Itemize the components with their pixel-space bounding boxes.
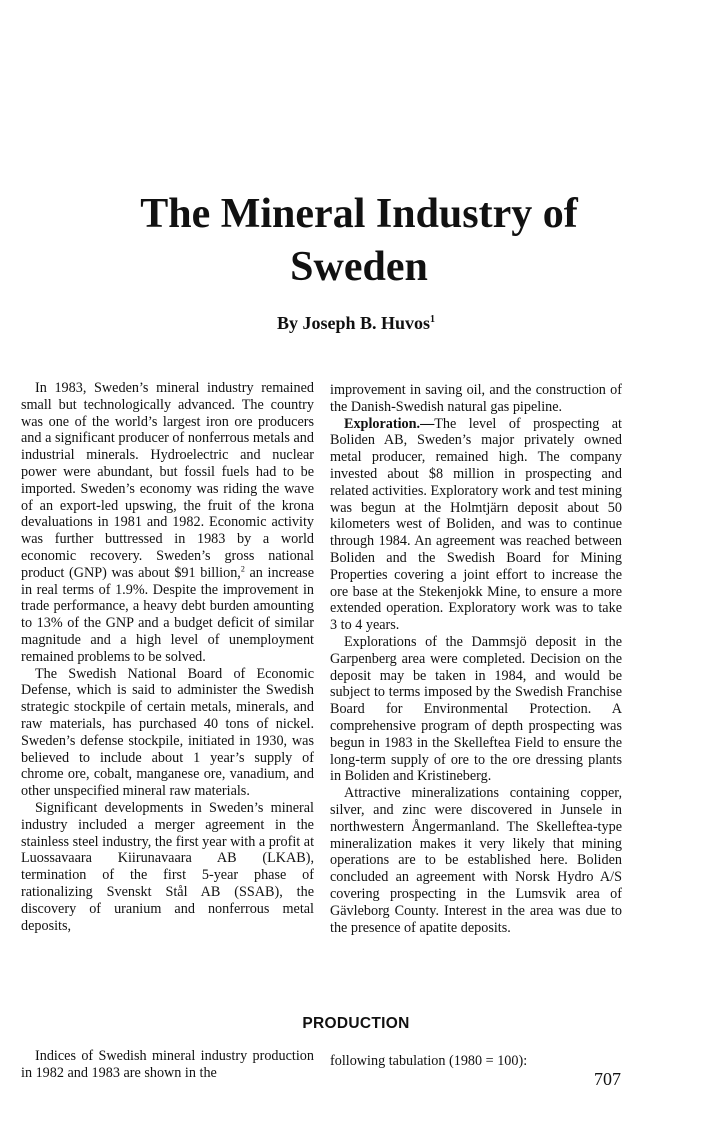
paragraph: The Swedish National Board of Economic Defense, which is said to administer the Swedish strategic stockpile of certain metals, minerals, and raw materials, has purchased 40 tons of nickel. Sweden’s defense stockpile, initiated in 1930, was believed to include about 1 year’s supply of chrome ore, cobalt, manganese ore, vanadium, and other unspecified mineral raw materials. <box>21 665 314 800</box>
paragraph: Indices of Swedish mineral industry production in 1982 and 1983 are shown in the <box>21 1048 314 1081</box>
footnote-mark: 2 <box>240 564 245 574</box>
author-byline <box>0 313 712 334</box>
paragraph: Significant developments in Sweden’s mineral industry included a merger agreement in the stainless steel industry, the first year with a profit at Luossavaara Kiirunavaara AB (LKAB), termination of the first 5-year phase of rationalizing Svenskt Stål AB (SSAB), the discovery of uranium and nonferrous metal deposits, <box>21 799 315 934</box>
left-column <box>21 380 314 934</box>
author-name: By Joseph B. Huvos <box>276 313 431 333</box>
paragraph: improvement in saving oil, and the construction of the Danish-Swedish natural gas pipeline. <box>330 382 622 415</box>
production-right-text <box>330 1053 622 1070</box>
title-line-2: Sweden <box>290 244 428 290</box>
byline-footnote-mark: 1 <box>430 314 436 325</box>
page-number: 707 <box>594 1069 621 1089</box>
title-line-1: The Mineral Industry of <box>140 191 578 237</box>
paragraph: Attractive mineralizations containing copper, silver, and zinc were discovered in Junsele in northwestern Ångermanland. The Skelleftea-type mineralization makes it very likely that mining operations are to be established here. Boliden concluded an agreement with Norsk Hydro A/S covering prospecting in the Lumsvik area of Gävleborg County. Interest in the area was due to the presence of apatite deposits. <box>330 785 622 936</box>
right-column <box>330 382 622 936</box>
paragraph: following tabulation (1980 = 100): <box>330 1053 528 1069</box>
paragraph: Explorations of the Dammsjö deposit in the Garpenberg area were completed. Decision on the deposit may be taken in 1984, and would be subject to terms imposed by the Swedish Franchise Board for Environmental Protection. A comprehensive program of depth prospecting was begun in 1983 in the Skelleftea Field to ensure the long-term supply of ore to the ore dressing plants in Boliden and Kristineberg. <box>330 633 622 785</box>
paragraph-text: an increase in real terms of 1.9%. Despite the improvement in trade performance, a heavy debt burden amounting to 13% of the GNP and a budget deficit of similar magnitude and a high level of unemployment remained problems to be solved. <box>21 564 314 665</box>
paragraph-text: The level of prospecting at Boliden AB, Sweden’s major privately owned metal producer, remained high. The company invested about $8 million in prospecting and related activities. Exploratory work and test mining was begun at the Holmtjärn deposit about 50 kilometers west of Boliden, and was to continue through 1984. An agreement was reached between Boliden and the Swedish Board for Mining Properties covering a joint effort to increase the ore base at the Stekenjokk Mine, to ensure a more extended operation. Exploratory work was to take 3 to 4 years. <box>330 415 622 634</box>
production-left-text <box>21 1048 314 1082</box>
paragraph <box>330 416 622 634</box>
exploration-heading: Exploration.— <box>344 415 435 432</box>
paragraph-text: In 1983, Sweden’s mineral industry remained small but technologically advanced. The country was one of the world’s largest iron ore producers and a significant producer of nonferrous metals and industrial minerals. Hydroelectric and nuclear power were abundant, but fossil fuels had to be imported. Sweden’s economy was riding the wave of an export-led upswing, the fruit of the krona devaluations in 1981 and 1982. Economic activity was further buttressed in 1983 by a world economic recovery. Sweden’s gross national product (GNP) was about $91 billion, <box>21 380 314 581</box>
paragraph <box>21 380 314 666</box>
section-heading-production: PRODUCTION <box>302 1015 410 1032</box>
page-title <box>0 188 712 294</box>
